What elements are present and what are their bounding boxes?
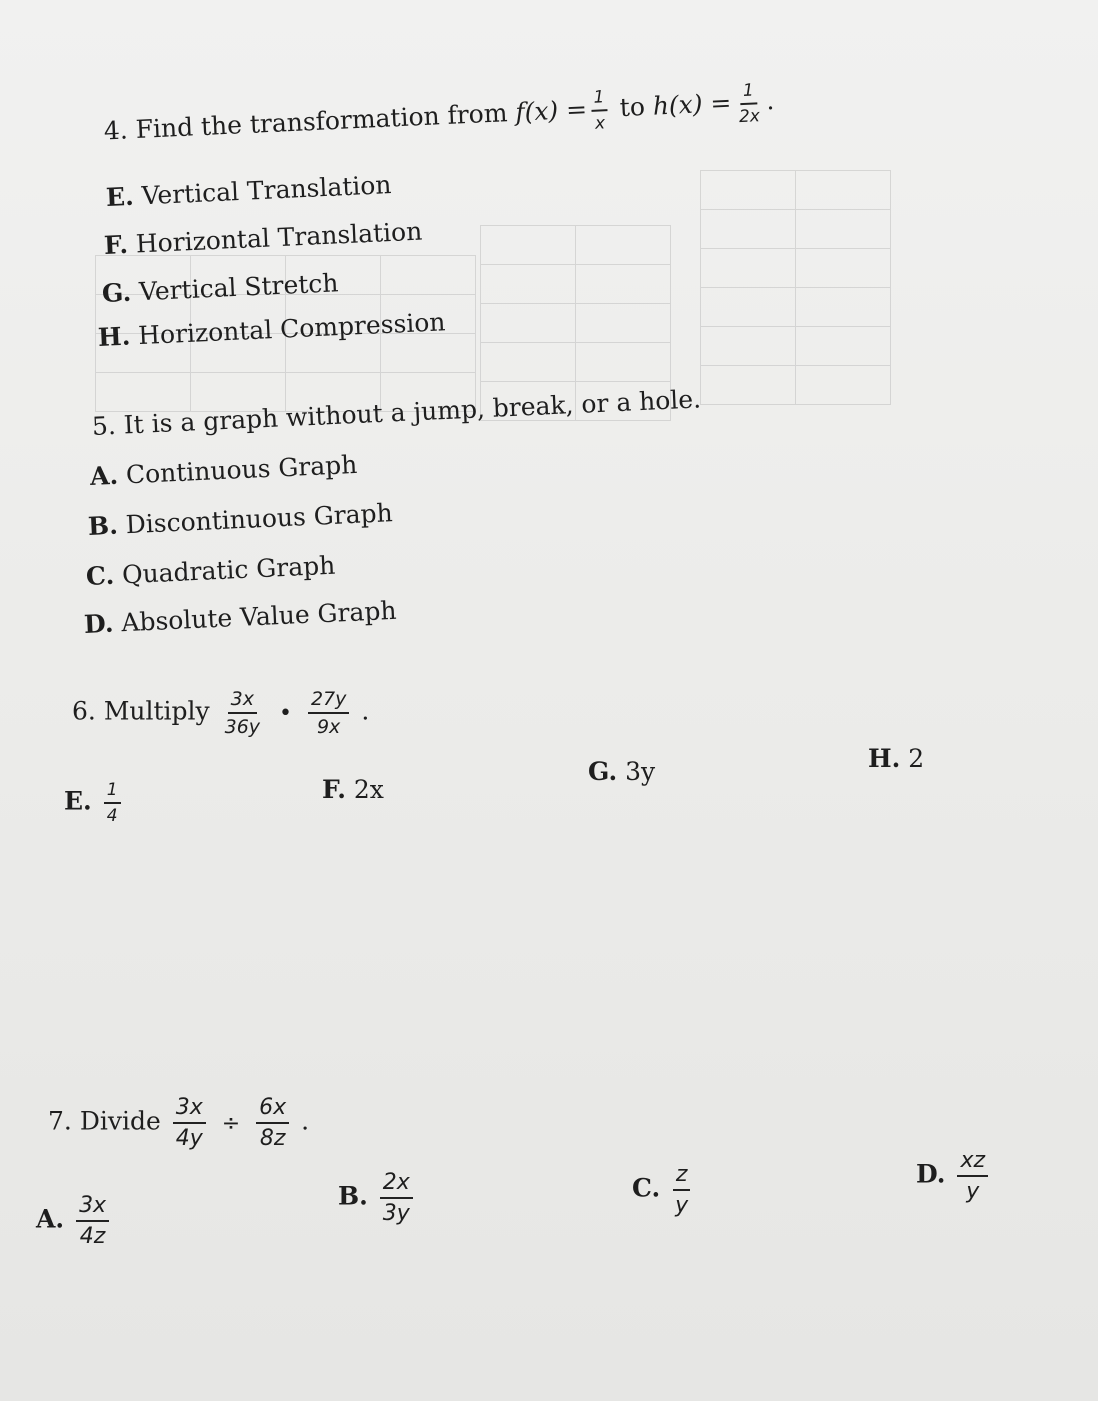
question-7: 7. Divide $\frac{3x}{4y}$ ÷ $\frac{6x}{8z}$ . bbox=[48, 1095, 310, 1151]
option-text: Vertical Stretch bbox=[138, 268, 340, 307]
fraction-2x-over-3y: $\frac{2x}{3y}$ bbox=[380, 1170, 413, 1226]
option-text: Absolute Value Graph bbox=[120, 595, 398, 638]
fraction-3x-over-36y: $\frac{3x}{36y}$ bbox=[224, 688, 261, 738]
option-letter: H. bbox=[868, 744, 901, 773]
option-text: 2x bbox=[353, 775, 384, 804]
option-letter: E. bbox=[105, 181, 135, 212]
q7-option-c[interactable] bbox=[632, 1162, 695, 1218]
option-letter: F. bbox=[322, 775, 346, 804]
q7-option-a[interactable] bbox=[36, 1193, 113, 1249]
option-letter: B. bbox=[338, 1181, 368, 1211]
q5-option-a[interactable] bbox=[89, 450, 357, 491]
question-text: Find the transformation from bbox=[135, 98, 509, 145]
option-letter: G. bbox=[101, 277, 132, 308]
q5-option-b[interactable] bbox=[87, 498, 393, 541]
q6-option-f[interactable] bbox=[322, 775, 384, 804]
fraction-one-over-x: $\frac{1}{x}$ bbox=[590, 87, 609, 134]
multiply-operator: • bbox=[279, 700, 292, 726]
option-letter: E. bbox=[64, 786, 92, 816]
q6-option-e[interactable] bbox=[64, 780, 125, 826]
fraction-xz-over-y: $\frac{xz}{y}$ bbox=[957, 1148, 988, 1204]
question-text: Divide bbox=[79, 1106, 161, 1136]
fraction-3x-over-4z: $\frac{3x}{4z}$ bbox=[76, 1193, 109, 1249]
option-text: Vertical Translation bbox=[141, 170, 393, 211]
question-number: 7. bbox=[48, 1106, 72, 1136]
option-text: Discontinuous Graph bbox=[125, 498, 394, 540]
q5-option-c[interactable] bbox=[85, 551, 335, 591]
function-f-label: f(x) = bbox=[514, 94, 588, 127]
option-letter: H. bbox=[97, 321, 131, 352]
option-text: Horizontal Translation bbox=[135, 216, 423, 259]
fraction-27y-over-9x: $\frac{27y}{9x}$ bbox=[308, 688, 349, 738]
question-number: 4. bbox=[103, 115, 129, 146]
question-number: 6. bbox=[72, 696, 96, 726]
fraction-6x-over-8z: $\frac{6x}{8z}$ bbox=[256, 1095, 289, 1151]
q7-option-b[interactable] bbox=[338, 1170, 417, 1226]
option-text: 2 bbox=[908, 744, 925, 773]
q4-option-f[interactable] bbox=[103, 217, 422, 260]
question-text: It is a graph without a jump, break, or a hole. bbox=[123, 384, 702, 440]
function-h-label: h(x) = bbox=[652, 88, 732, 121]
option-letter: A. bbox=[89, 460, 119, 491]
option-text: Horizontal Compression bbox=[137, 307, 447, 351]
q6-option-g[interactable] bbox=[588, 757, 655, 786]
fraction-z-over-y: $\frac{z}{y}$ bbox=[672, 1162, 691, 1218]
option-letter: C. bbox=[632, 1173, 661, 1203]
option-letter: D. bbox=[83, 608, 115, 639]
option-letter: A. bbox=[36, 1204, 65, 1234]
option-letter: D. bbox=[916, 1159, 946, 1189]
option-text: Quadratic Graph bbox=[121, 550, 336, 590]
question-4: 4. Find the transformation from f(x) = $\frac{1}{x}$ to h(x) = $\frac{1}{2x}$ . bbox=[103, 80, 775, 146]
option-letter: C. bbox=[85, 560, 115, 591]
divide-operator: ÷ bbox=[221, 1110, 241, 1136]
bleed-through-table bbox=[700, 170, 891, 405]
question-6: 6. Multiply $\frac{3x}{36y}$ • $\frac{27y}{9x}$ . bbox=[72, 688, 370, 738]
question-number: 5. bbox=[91, 410, 117, 441]
q4-option-e[interactable] bbox=[105, 170, 392, 212]
option-letter: F. bbox=[103, 229, 129, 260]
q7-option-d[interactable] bbox=[916, 1148, 992, 1204]
q5-option-d[interactable] bbox=[83, 596, 397, 639]
option-text: Continuous Graph bbox=[125, 449, 358, 490]
option-text: 3y bbox=[625, 757, 656, 786]
question-text: Multiply bbox=[103, 696, 210, 726]
connector-to: to bbox=[619, 91, 646, 123]
fraction-3x-over-4y: $\frac{3x}{4y}$ bbox=[173, 1095, 206, 1151]
fraction-one-over-2x: $\frac{1}{2x}$ bbox=[738, 80, 761, 128]
fraction-one-fourth: $\frac{1}{4}$ bbox=[104, 780, 121, 826]
option-letter: G. bbox=[588, 757, 618, 786]
q6-option-h[interactable] bbox=[868, 744, 924, 773]
option-letter: B. bbox=[87, 510, 119, 541]
